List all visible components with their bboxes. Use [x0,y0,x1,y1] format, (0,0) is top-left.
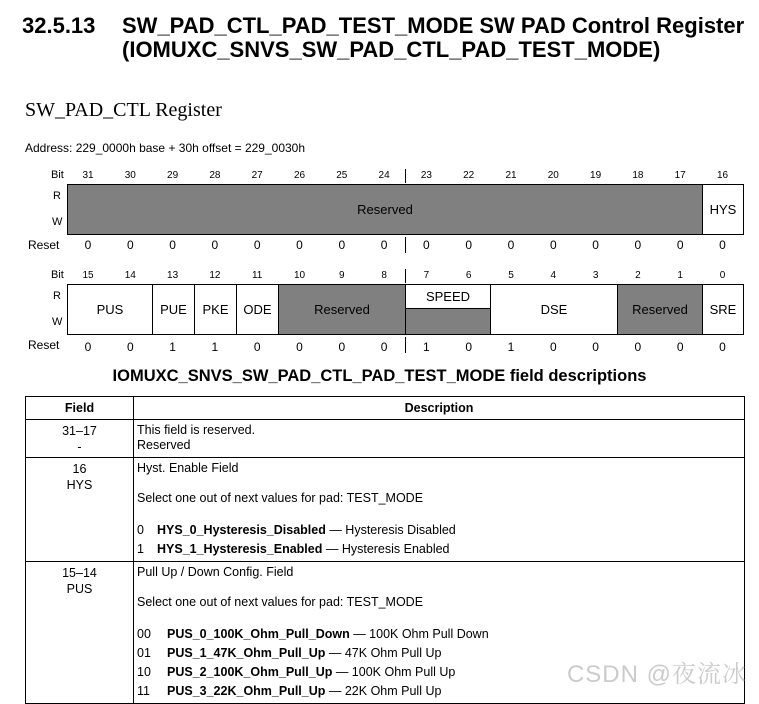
reset-value: 0 [169,238,176,252]
bit-number: 1 [677,270,683,281]
description-text: Select one out of next values for pad: TEST_MODE [137,491,424,505]
description-text: Pull Up / Down Config. Field [137,565,294,579]
bit-number: 18 [632,170,644,181]
reset-value: 0 [549,238,557,252]
field-cell [26,458,134,562]
reset-value: 1 [211,340,219,354]
bit-number: 29 [167,170,179,181]
bit-number: 27 [251,170,263,181]
reset-value: 0 [423,238,430,252]
bit-number: 11 [251,270,263,281]
bit-number: 14 [124,270,136,281]
bit-number: 6 [465,270,472,281]
read-row-label: R [53,290,61,302]
field-header: Field [26,397,134,420]
value-row: 00 PUS_0_100K_Ohm_Pull_Down — 100K Ohm Pull Down [137,627,489,641]
reset-value: 0 [465,238,473,252]
field-cell [26,420,134,458]
bit-number: 3 [592,270,599,281]
bit-number: 17 [674,170,686,181]
description-text: Reserved [137,438,191,452]
bit-number: 23 [420,170,432,181]
reset-byte-divider [405,237,406,253]
reset-row-label: Reset [28,238,60,252]
field-bits: 31–17 [62,424,97,438]
section-number: 32.5.13 [22,13,96,38]
speed-write-reserved [405,308,491,335]
bit-number: 15 [82,270,94,281]
field-cell [26,562,134,704]
bit-row-label: Bit [51,169,64,181]
hys-field: HYS [702,184,744,235]
pke-field: PKE [194,284,237,335]
reset-value: 0 [380,238,388,252]
bit-row-label: Bit [51,269,64,281]
field-bits: 16 [72,462,87,476]
bit-number: 4 [550,270,557,281]
reset-value: 0 [296,238,303,252]
read-row-label: R [53,190,61,202]
bit-number: 8 [381,270,387,281]
reset-value: 1 [507,340,515,354]
bit-number: 9 [339,270,345,281]
bit-number: 5 [508,270,514,281]
reset-value: 1 [169,340,176,354]
field-name: PUS [66,582,93,596]
description-text: Select one out of next values for pad: TEST_MODE [137,595,424,609]
bit-number: 7 [423,270,430,281]
value-row: 1 HYS_1_Hysteresis_Enabled — Hysteresis Enabled [137,542,450,556]
reset-value: 0 [126,238,134,252]
write-row-label: W [52,216,63,228]
reset-value: 0 [296,340,303,354]
ode-field: ODE [236,284,279,335]
reserved-field-lower-2: Reserved [617,284,703,335]
description-cell [134,420,745,458]
bit-number: 26 [293,170,306,181]
bit-number: 20 [547,170,559,181]
reset-value: 0 [634,238,642,252]
reset-value: 0 [549,340,557,354]
reset-value: 0 [676,340,684,354]
description-text: This field is reserved. [137,423,256,437]
dse-field: DSE [490,284,618,335]
reset-value: 0 [253,340,261,354]
reset-value: 0 [380,340,388,354]
reset-value: 0 [84,238,92,252]
reset-value: 0 [719,340,726,354]
register-address: Address: 229_0000h base + 30h offset = 229_0030h [25,141,306,155]
pue-field: PUE [152,284,195,335]
bit-number: 12 [209,270,221,281]
reset-value: 0 [592,340,599,354]
bit-number: 21 [505,170,517,181]
table-header-row [26,397,745,420]
bit-number: 19 [590,170,602,181]
reserved-field-lower-1: Reserved [278,284,406,335]
bit-number: 2 [635,270,641,281]
bit-number: 10 [293,270,306,281]
reset-value: 0 [676,238,684,252]
reset-value: 0 [634,340,642,354]
bit-number: 25 [336,170,348,181]
description-header: Description [134,397,745,420]
field-bits: 15–14 [62,566,97,580]
reset-value: 0 [211,238,219,252]
watermark: CSDN @夜流冰 [566,661,747,688]
bit-number: 30 [124,170,136,181]
reset-value: 0 [592,238,599,252]
reset-value: 0 [84,340,92,354]
bit-number: 31 [82,170,94,181]
bit-number: 24 [378,170,390,181]
reset-byte-divider [405,337,406,353]
bit-number: 0 [719,270,726,281]
byte-divider [405,169,406,183]
table-row [26,458,745,562]
field-name: - [77,440,82,454]
reset-value: 0 [338,238,346,252]
bit-number: 16 [716,170,729,181]
pus-field: PUS [67,284,153,335]
reserved-field-upper: Reserved [67,184,703,235]
reset-value: 0 [253,238,261,252]
reset-value: 0 [126,340,134,354]
bit-number: 28 [209,170,221,181]
reset-value: 0 [507,238,515,252]
speed-field: SPEED [405,284,491,309]
table-title: IOMUXC_SNVS_SW_PAD_CTL_PAD_TEST_MODE field descriptions [112,367,647,385]
description-text: Hyst. Enable Field [137,461,239,475]
value-row: 11 PUS_3_22K_Ohm_Pull_Up — 22K Ohm Pull Up [137,684,442,698]
bit-number: 22 [463,170,475,181]
reset-value: 1 [423,340,430,354]
value-row: 0 HYS_0_Hysteresis_Disabled — Hysteresis Disabled [137,523,456,537]
reset-value: 0 [719,238,726,252]
value-row: 10 PUS_2_100K_Ohm_Pull_Up — 100K Ohm Pull Up [137,665,456,679]
write-row-label: W [52,316,63,328]
field-name: HYS [66,478,93,492]
byte-divider [405,269,406,283]
register-subtitle: SW_PAD_CTL Register [25,99,222,121]
description-cell [134,458,745,562]
reset-value: 0 [465,340,473,354]
table-row [26,420,745,458]
reset-value: 0 [338,340,346,354]
bit-number: 13 [167,270,179,281]
sre-field: SRE [702,284,744,335]
value-row: 01 PUS_1_47K_Ohm_Pull_Up — 47K Ohm Pull Up [137,646,442,660]
reset-row-label: Reset [28,338,60,352]
section-title: SW_PAD_CTL_PAD_TEST_MODE SW PAD Control Register (IOMUXC_SNVS_SW_PAD_CTL_PAD_TEST_MODE) [122,13,745,62]
